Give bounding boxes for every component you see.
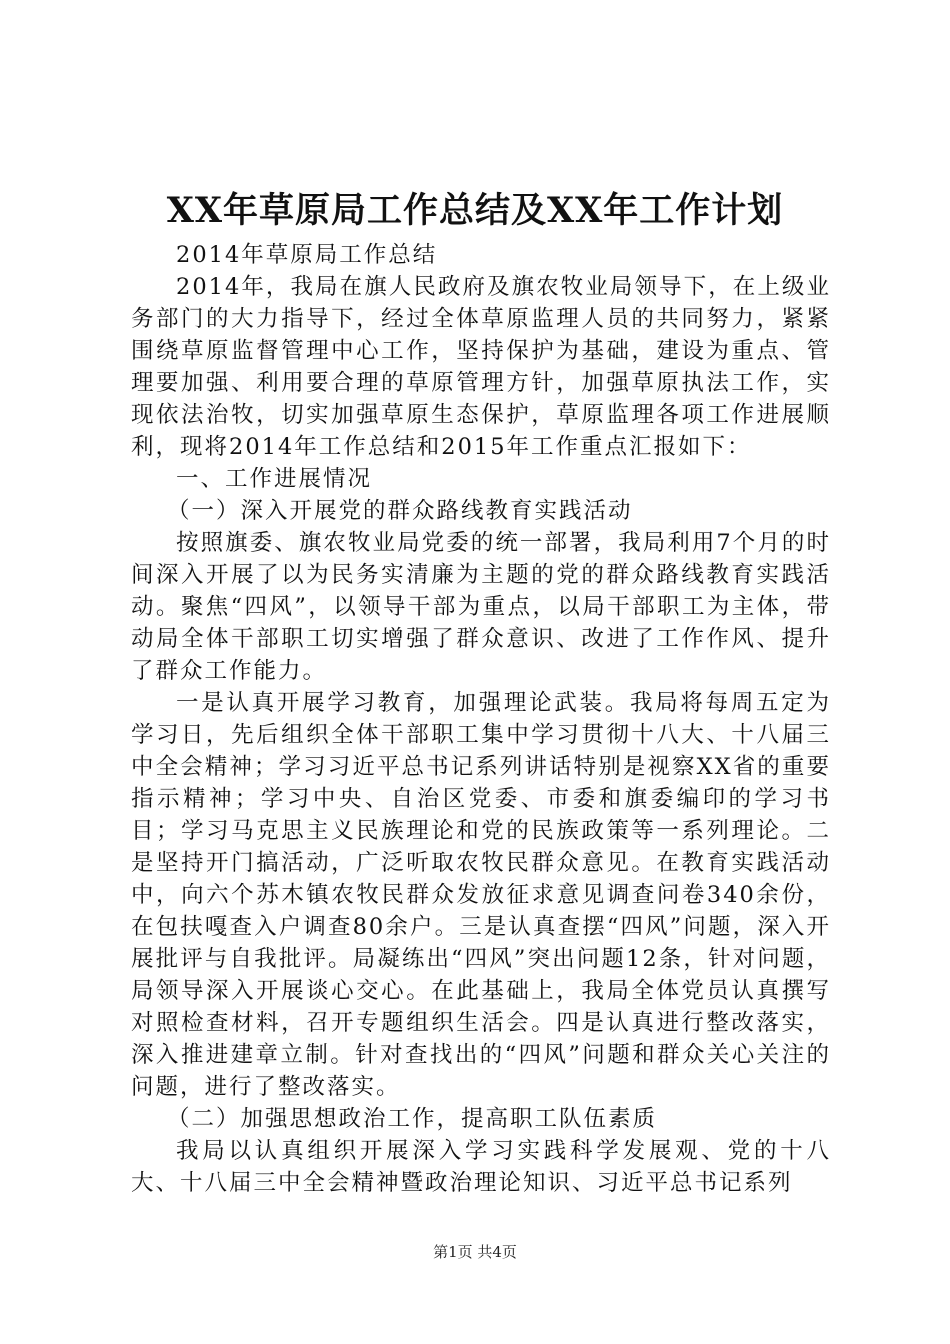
section-heading-progress: 一、工作进展情况 [176,466,373,492]
document-body [131,239,831,1199]
page-footer: 第1页 共4页 [433,1243,517,1261]
intro-paragraph: 2014年，我局在旗人民政府及旗农牧业局领导下，在上级业务部门的大力指导下，经过全体草原监理人员的共同努力，紧紧围绕草原监督管理中心工作，坚持保护为基础，建设为重点、管理要加强、利用要合理的草原管理方针，加强草原执法工作，实现依法治牧，切实加强草原生态保护，草原监理各项工作进展顺利，现将2014年工作总结和2015年工作重点汇报如下： [131,274,831,460]
subsection-1-paragraph-1: 按照旗委、旗农牧业局党委的统一部署，我局利用7个月的时间深入开展了以为民务实清廉为主题的党的群众路线教育实践活动。聚焦“四风”，以领导干部为重点，以局干部职工为主体，带动局全体干部职工切实增强了群众意识、改进了工作作风、提升了群众工作能力。 [131,530,831,684]
subsection-2-paragraph-1: 我局以认真组织开展深入学习实践科学发展观、党的十八大、十八届三中全会精神暨政治理论知识、习近平总书记系列 [131,1138,831,1196]
subsection-heading-1: （一）深入开展党的群众路线教育实践活动 [167,498,633,524]
document-title: XX年草原局工作总结及XX年工作计划 [166,190,784,231]
summary-subtitle: 2014年草原局工作总结 [176,242,438,268]
subsection-1-paragraph-2: 一是认真开展学习教育，加强理论武装。我局将每周五定为学习日，先后组织全体干部职工集中学习贯彻十八大、十八届三中全会精神；学习习近平总书记系列讲话特别是视察XX省的重要指示精神；学习中央、自治区党委、市委和旗委编印的学习书目；学习马克思主义民族理论和党的民族政策等一系列理论。二是坚持开门搞活动，广泛听取农牧民群众意见。在教育实践活动中，向六个苏木镇农牧民群众发放征求意见调查问卷340余份，在包扶嘎查入户调查80余户。三是认真查摆“四风”问题，深入开展批评与自我批评。局凝练出“四风”突出问题12条，针对问题，局领导深入开展谈心交心。在此基础上，我局全体党员认真撰写对照检查材料，召开专题组织生活会。四是认真进行整改落实，深入推进建章立制。针对查找出的“四风”问题和群众关心关注的问题，进行了整改落实。 [131,690,831,1100]
subsection-heading-2: （二）加强思想政治工作，提高职工队伍素质 [167,1106,658,1132]
